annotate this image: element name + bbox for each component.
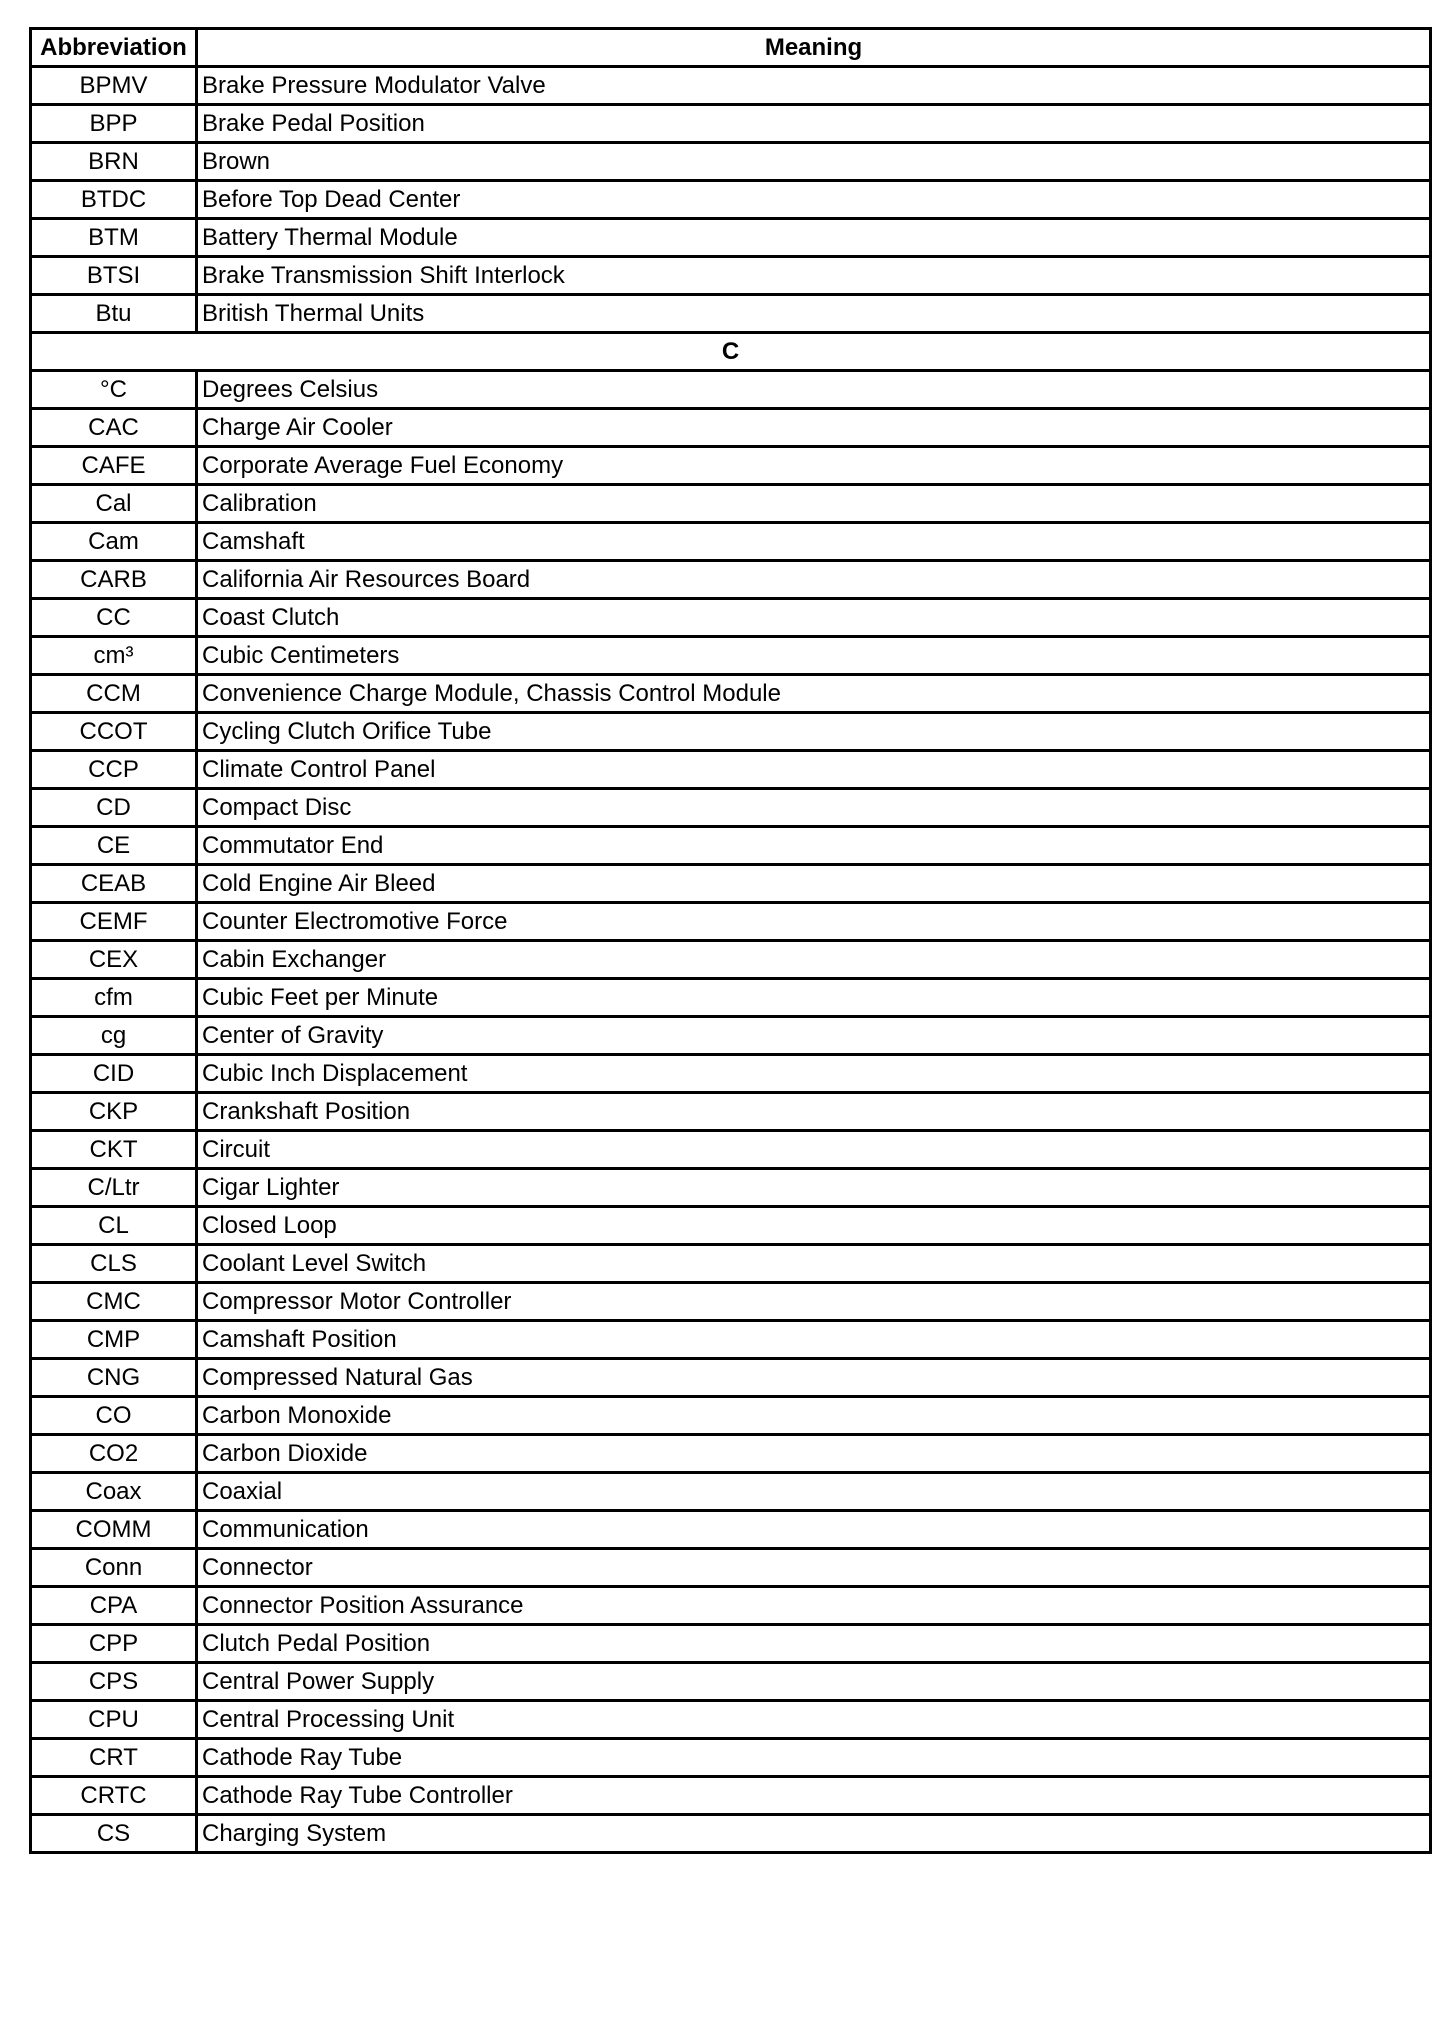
- table-row: [31, 1435, 1431, 1473]
- table-row: [31, 1815, 1431, 1853]
- abbreviation-cell: CKT: [31, 1131, 197, 1169]
- table-row: [31, 713, 1431, 751]
- meaning-cell: Cubic Centimeters: [197, 637, 1431, 675]
- meaning-cell: Coolant Level Switch: [197, 1245, 1431, 1283]
- abbreviation-cell: CAC: [31, 409, 197, 447]
- abbreviation-cell: CLS: [31, 1245, 197, 1283]
- table-row: [31, 751, 1431, 789]
- abbreviation-cell: CKP: [31, 1093, 197, 1131]
- abbreviation-cell: cm³: [31, 637, 197, 675]
- abbreviation-cell: CO2: [31, 1435, 197, 1473]
- table-row: [31, 1701, 1431, 1739]
- abbreviation-cell: CAFE: [31, 447, 197, 485]
- table-row: [31, 637, 1431, 675]
- meaning-cell: Cathode Ray Tube Controller: [197, 1777, 1431, 1815]
- meaning-cell: Cubic Inch Displacement: [197, 1055, 1431, 1093]
- table-row: [31, 1777, 1431, 1815]
- table-row: [31, 143, 1431, 181]
- table-row: [31, 1321, 1431, 1359]
- table-row: [31, 1131, 1431, 1169]
- table-row: [31, 67, 1431, 105]
- abbreviation-cell: CEAB: [31, 865, 197, 903]
- abbreviation-cell: CPA: [31, 1587, 197, 1625]
- table-row: [31, 979, 1431, 1017]
- abbreviation-cell: CID: [31, 1055, 197, 1093]
- abbreviation-cell: CD: [31, 789, 197, 827]
- meaning-cell: Climate Control Panel: [197, 751, 1431, 789]
- table-row: [31, 523, 1431, 561]
- meaning-cell: Battery Thermal Module: [197, 219, 1431, 257]
- abbreviation-cell: CPP: [31, 1625, 197, 1663]
- table-body: [31, 67, 1431, 1853]
- abbreviation-cell: CEMF: [31, 903, 197, 941]
- meaning-cell: Counter Electromotive Force: [197, 903, 1431, 941]
- meaning-cell: Connector Position Assurance: [197, 1587, 1431, 1625]
- abbreviation-sheet: [29, 27, 1429, 1854]
- abbreviation-cell: CCP: [31, 751, 197, 789]
- meaning-cell: Connector: [197, 1549, 1431, 1587]
- table-row: [31, 1359, 1431, 1397]
- meaning-cell: Corporate Average Fuel Economy: [197, 447, 1431, 485]
- meaning-cell: Cigar Lighter: [197, 1169, 1431, 1207]
- table-row: [31, 485, 1431, 523]
- meaning-cell: Cabin Exchanger: [197, 941, 1431, 979]
- table-row: [31, 1663, 1431, 1701]
- table-row: [31, 1473, 1431, 1511]
- table-row: [31, 371, 1431, 409]
- table-row: [31, 1169, 1431, 1207]
- table-row: [31, 295, 1431, 333]
- abbreviation-cell: BTDC: [31, 181, 197, 219]
- abbreviation-cell: CO: [31, 1397, 197, 1435]
- meaning-cell: British Thermal Units: [197, 295, 1431, 333]
- meaning-cell: Central Processing Unit: [197, 1701, 1431, 1739]
- section-heading: C: [31, 333, 1431, 371]
- table-row: [31, 941, 1431, 979]
- abbreviation-cell: CC: [31, 599, 197, 637]
- meaning-cell: Circuit: [197, 1131, 1431, 1169]
- meaning-cell: Commutator End: [197, 827, 1431, 865]
- abbreviation-cell: C/Ltr: [31, 1169, 197, 1207]
- abbreviation-cell: CMC: [31, 1283, 197, 1321]
- meaning-cell: Crankshaft Position: [197, 1093, 1431, 1131]
- table-row: [31, 561, 1431, 599]
- table-row: [31, 257, 1431, 295]
- abbreviation-column-header: Abbreviation: [31, 29, 197, 67]
- table-header: [31, 29, 1431, 67]
- table-row: [31, 219, 1431, 257]
- abbreviation-cell: °C: [31, 371, 197, 409]
- abbreviation-cell: BPMV: [31, 67, 197, 105]
- meaning-cell: Compact Disc: [197, 789, 1431, 827]
- header-row: [31, 29, 1431, 67]
- abbreviation-cell: Cam: [31, 523, 197, 561]
- abbreviation-cell: CARB: [31, 561, 197, 599]
- meaning-cell: Degrees Celsius: [197, 371, 1431, 409]
- abbreviation-cell: BPP: [31, 105, 197, 143]
- abbreviation-cell: Conn: [31, 1549, 197, 1587]
- meaning-cell: Brake Pressure Modulator Valve: [197, 67, 1431, 105]
- abbreviation-cell: CL: [31, 1207, 197, 1245]
- meaning-cell: Cubic Feet per Minute: [197, 979, 1431, 1017]
- abbreviation-cell: CMP: [31, 1321, 197, 1359]
- table-row: [31, 789, 1431, 827]
- meaning-cell: Calibration: [197, 485, 1431, 523]
- abbreviation-cell: BTM: [31, 219, 197, 257]
- table-row: [31, 447, 1431, 485]
- meaning-cell: Convenience Charge Module, Chassis Control Module: [197, 675, 1431, 713]
- meaning-cell: Compressor Motor Controller: [197, 1283, 1431, 1321]
- abbreviation-cell: CRT: [31, 1739, 197, 1777]
- abbreviation-cell: CRTC: [31, 1777, 197, 1815]
- abbreviation-cell: cg: [31, 1017, 197, 1055]
- abbreviation-cell: CE: [31, 827, 197, 865]
- table-row: [31, 1625, 1431, 1663]
- table-row: [31, 599, 1431, 637]
- abbreviation-cell: CPS: [31, 1663, 197, 1701]
- table-row: [31, 827, 1431, 865]
- meaning-cell: California Air Resources Board: [197, 561, 1431, 599]
- abbreviation-cell: BRN: [31, 143, 197, 181]
- table-row: [31, 675, 1431, 713]
- meaning-cell: Charging System: [197, 1815, 1431, 1853]
- table-row: [31, 903, 1431, 941]
- meaning-cell: Clutch Pedal Position: [197, 1625, 1431, 1663]
- table-row: [31, 1093, 1431, 1131]
- table-row: [31, 1587, 1431, 1625]
- abbreviation-cell: Cal: [31, 485, 197, 523]
- abbreviation-cell: CS: [31, 1815, 197, 1853]
- abbreviation-cell: cfm: [31, 979, 197, 1017]
- meaning-cell: Closed Loop: [197, 1207, 1431, 1245]
- abbreviation-cell: Btu: [31, 295, 197, 333]
- abbreviation-cell: Coax: [31, 1473, 197, 1511]
- table-row: [31, 1245, 1431, 1283]
- table-row: [31, 1549, 1431, 1587]
- table-row: [31, 1397, 1431, 1435]
- table-row: [31, 181, 1431, 219]
- table-row: [31, 105, 1431, 143]
- meaning-cell: Cathode Ray Tube: [197, 1739, 1431, 1777]
- meaning-cell: Communication: [197, 1511, 1431, 1549]
- abbreviation-table: [29, 27, 1432, 1854]
- abbreviation-cell: CPU: [31, 1701, 197, 1739]
- meaning-cell: Camshaft: [197, 523, 1431, 561]
- meaning-cell: Compressed Natural Gas: [197, 1359, 1431, 1397]
- abbreviation-cell: CCM: [31, 675, 197, 713]
- meaning-cell: Cycling Clutch Orifice Tube: [197, 713, 1431, 751]
- meaning-cell: Carbon Dioxide: [197, 1435, 1431, 1473]
- meaning-cell: Cold Engine Air Bleed: [197, 865, 1431, 903]
- abbreviation-cell: CNG: [31, 1359, 197, 1397]
- table-row: [31, 409, 1431, 447]
- abbreviation-cell: CCOT: [31, 713, 197, 751]
- abbreviation-cell: COMM: [31, 1511, 197, 1549]
- meaning-cell: Charge Air Cooler: [197, 409, 1431, 447]
- meaning-cell: Brown: [197, 143, 1431, 181]
- table-row: [31, 1017, 1431, 1055]
- section-row: [31, 333, 1431, 371]
- abbreviation-cell: CEX: [31, 941, 197, 979]
- meaning-column-header: Meaning: [197, 29, 1431, 67]
- table-row: [31, 1283, 1431, 1321]
- meaning-cell: Brake Transmission Shift Interlock: [197, 257, 1431, 295]
- table-row: [31, 1511, 1431, 1549]
- meaning-cell: Central Power Supply: [197, 1663, 1431, 1701]
- meaning-cell: Coast Clutch: [197, 599, 1431, 637]
- meaning-cell: Before Top Dead Center: [197, 181, 1431, 219]
- table-row: [31, 1739, 1431, 1777]
- meaning-cell: Brake Pedal Position: [197, 105, 1431, 143]
- meaning-cell: Camshaft Position: [197, 1321, 1431, 1359]
- meaning-cell: Coaxial: [197, 1473, 1431, 1511]
- meaning-cell: Center of Gravity: [197, 1017, 1431, 1055]
- table-row: [31, 1207, 1431, 1245]
- meaning-cell: Carbon Monoxide: [197, 1397, 1431, 1435]
- abbreviation-cell: BTSI: [31, 257, 197, 295]
- table-row: [31, 1055, 1431, 1093]
- table-row: [31, 865, 1431, 903]
